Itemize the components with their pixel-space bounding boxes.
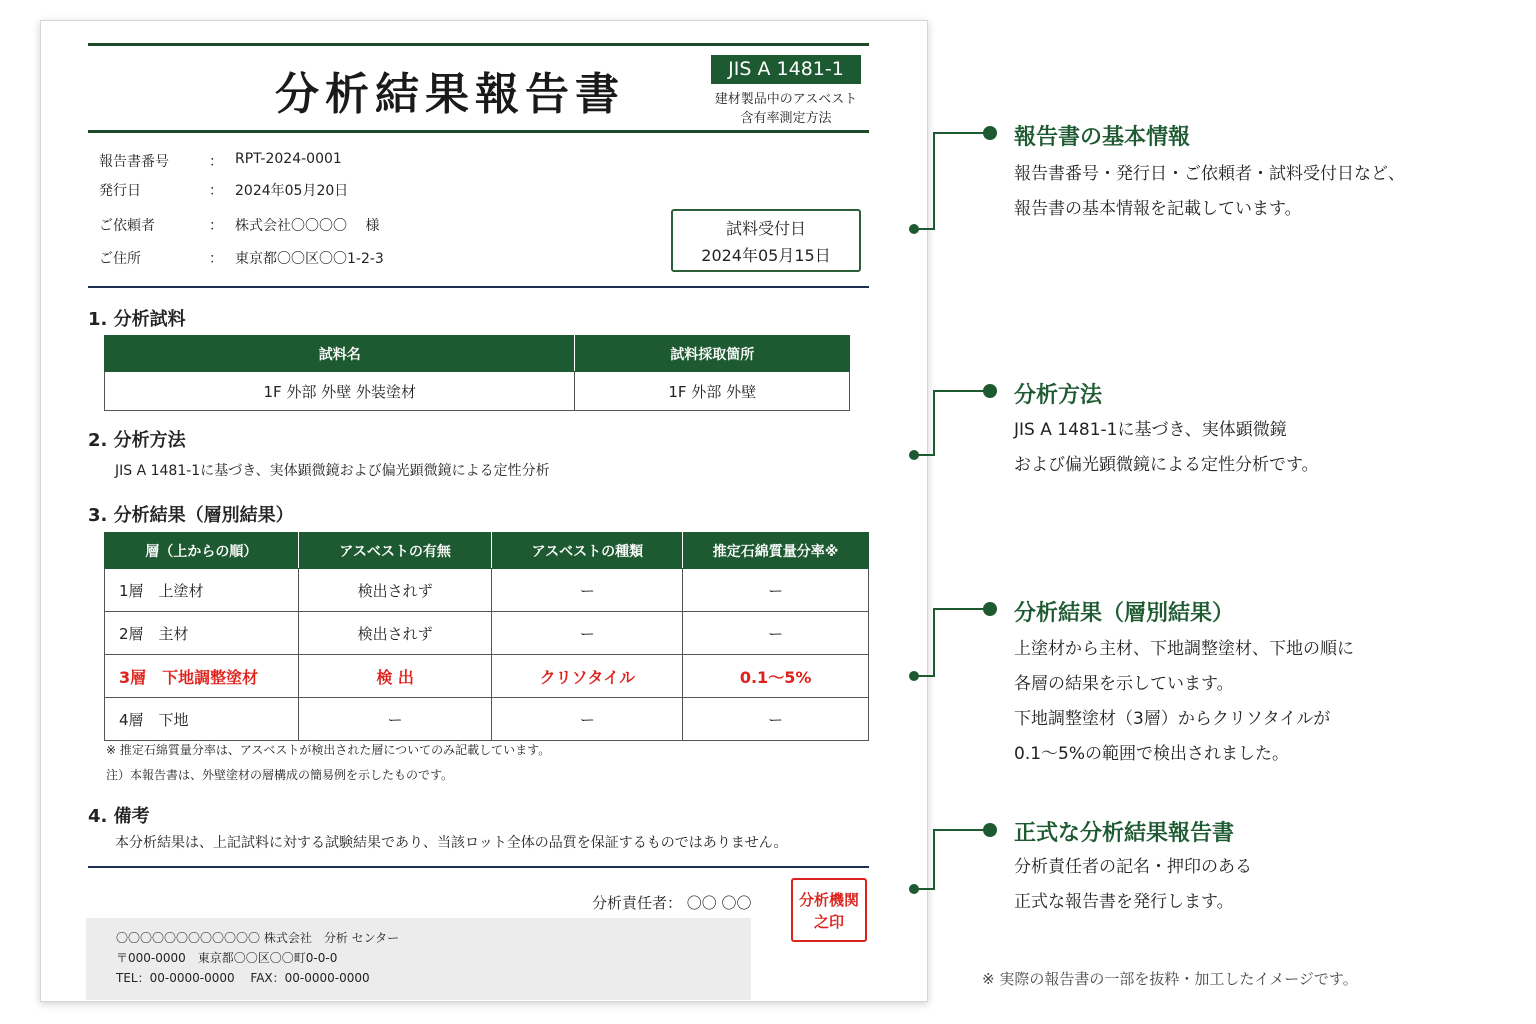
table-cell: ー	[492, 612, 683, 655]
table-header: 試料名	[105, 336, 575, 372]
connector-dot	[909, 884, 919, 894]
callout-basic-info-body	[1014, 157, 1405, 227]
info-label: ご依頼者	[99, 218, 155, 234]
table-cell: 1F 外部 外壁 外装塗材	[105, 372, 575, 411]
callout-official-title: 正式な分析結果報告書	[1014, 821, 1235, 846]
callout-connector-2	[914, 391, 990, 455]
info-value: RPT-2024-0001	[235, 151, 342, 167]
issuer-name: 〇〇〇〇〇〇〇〇〇〇〇〇 株式会社 分析 センター	[116, 931, 400, 945]
table-cell: ー	[492, 698, 683, 741]
connector-dot	[909, 671, 919, 681]
callout-results-title: 分析結果（層別結果）	[1014, 601, 1235, 626]
issuer-contact: TEL：00-0000-0000 FAX：00-0000-0000	[116, 971, 370, 985]
table-cell: 1F 外部 外壁	[575, 372, 850, 411]
table-cell: 0.1～5%	[683, 655, 869, 698]
table-cell: ー	[683, 698, 869, 741]
connector-dot	[983, 384, 997, 398]
callout-line: 報告書の基本情報を記載しています。	[1014, 199, 1302, 219]
table-cell: 2層 主材	[105, 612, 299, 655]
results-note-2: 注）本報告書は、外壁塗材の層構成の簡易例を示したものです。	[106, 768, 454, 782]
section3-heading: 3. 分析結果（層別結果）	[88, 505, 294, 526]
callout-official-body	[1014, 850, 1252, 920]
callout-method-title: 分析方法	[1014, 383, 1103, 408]
stamp-line-1: 分析機関	[798, 891, 859, 909]
section4-heading: 4. 備考	[88, 806, 150, 827]
jis-standard-badge: JIS A 1481-1	[711, 55, 861, 84]
info-colon: ：	[209, 183, 223, 199]
info-value: 2024年05月20日	[235, 183, 349, 199]
table-cell: 4層 下地	[105, 698, 299, 741]
table-header: アスベストの種類	[492, 533, 683, 569]
section1-heading: 1. 分析試料	[88, 309, 186, 330]
callout-line: 各層の結果を示しています。	[1014, 674, 1234, 694]
table-cell: ー	[298, 698, 492, 741]
connector-dot	[983, 823, 997, 837]
section2-heading: 2. 分析方法	[88, 430, 186, 451]
report-title: 分析結果報告書	[275, 69, 625, 120]
table-cell: ー	[492, 569, 683, 612]
info-colon: ：	[209, 251, 223, 267]
callout-line: 分析責任者の記名・押印のある	[1014, 857, 1252, 877]
table-cell: ー	[683, 569, 869, 612]
table-cell: 1層 上塗材	[105, 569, 299, 612]
info-colon: ：	[209, 154, 223, 170]
callout-method-body	[1014, 413, 1319, 483]
connector-dot	[983, 126, 997, 140]
table-cell: 検出されず	[298, 612, 492, 655]
callout-line: 0.1～5%の範囲で検出されました。	[1014, 744, 1290, 764]
info-value: 東京都〇〇区〇〇1-2-3	[235, 251, 384, 267]
callout-basic-info-title: 報告書の基本情報	[1014, 125, 1191, 150]
table-cell: 3層 下地調整塗材	[105, 655, 299, 698]
image-disclaimer: ※ 実際の報告書の一部を抜粋・加工したイメージです。	[982, 970, 1358, 988]
connector-dot	[983, 602, 997, 616]
info-value: 株式会社〇〇〇〇 様	[235, 218, 380, 234]
callout-line: 下地調整塗材（3層）からクリソタイルが	[1014, 709, 1331, 729]
table-cell: 検出されず	[298, 569, 492, 612]
table-header: アスベストの有無	[298, 533, 492, 569]
callout-line: 上塗材から主材、下地調整塗材、下地の順に	[1014, 639, 1354, 659]
receipt-label: 試料受付日	[725, 219, 806, 238]
jis-sub-line-1: 建材製品中のアスベスト	[714, 92, 858, 107]
callout-line: JIS A 1481-1に基づき、実体顕微鏡	[1014, 420, 1287, 440]
results-note-1: ※ 推定石綿質量分率は、アスベストが検出された層についてのみ記載しています。	[106, 743, 551, 757]
table-cell: クリソタイル	[492, 655, 683, 698]
issuer-address: 〒000-0000 東京都〇〇区〇〇町0-0-0	[116, 951, 338, 965]
callout-connector-4	[914, 830, 990, 889]
receipt-date: 2024年05月15日	[701, 246, 831, 265]
callout-line: および偏光顕微鏡による定性分析です。	[1014, 455, 1319, 475]
table-cell: 検 出	[298, 655, 492, 698]
stamp-line-2: 之印	[813, 913, 844, 931]
info-label: 報告書番号	[99, 154, 169, 170]
callout-results-body	[1014, 632, 1354, 772]
responsible-person: 分析責任者： 〇〇 〇〇	[592, 894, 752, 912]
connector-dot	[909, 450, 919, 460]
callout-line: 正式な報告書を発行します。	[1014, 892, 1234, 912]
info-label: ご住所	[99, 251, 141, 267]
callout-line: 報告書番号・発行日・ご依頼者・試料受付日など、	[1014, 164, 1405, 184]
table-cell: ー	[683, 612, 869, 655]
callout-connector-3	[914, 609, 990, 676]
table-header: 推定石綿質量分率※	[683, 533, 869, 569]
table-header: 試料採取箇所	[575, 336, 850, 372]
section2-body: JIS A 1481-1に基づき、実体顕微鏡および偏光顕微鏡による定性分析	[115, 463, 550, 479]
jis-sub-line-2: 含有率測定方法	[740, 111, 832, 126]
table-header: 層（上からの順）	[105, 533, 299, 569]
connector-dot	[909, 224, 919, 234]
info-colon: ：	[209, 218, 223, 234]
callout-connector-1	[914, 133, 990, 229]
section4-body: 本分析結果は、上記試料に対する試験結果であり、当該ロット全体の品質を保証するものではありません。	[115, 835, 788, 851]
info-label: 発行日	[99, 183, 141, 199]
